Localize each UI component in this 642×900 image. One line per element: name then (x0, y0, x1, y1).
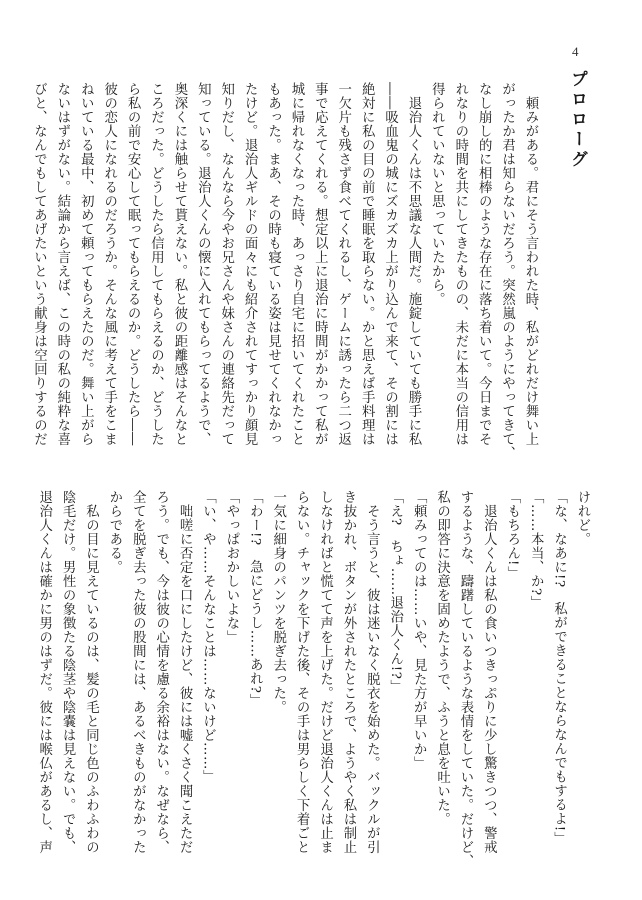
top-text-block (27, 82, 542, 460)
text-line: 「もちろん!」 (504, 490, 520, 580)
text-line: ろう。でも、今は彼の心情を慮る余裕はない。なぜなら、 (153, 490, 169, 854)
text-line: するような、躊躇しているような表情をしていた。だけど、 (457, 490, 473, 868)
text-line: 知っている。退治人くんの懐に入れてもらってるようで、 (195, 82, 211, 446)
text-line: がったか君は知らないだろう。突然嵐のようにやってきて、 (499, 82, 515, 460)
text-line: 咄嗟に否定を口にしたけど、彼には嘘くさく聞こえただ (177, 490, 193, 854)
text-line: らない。チャックを下げた後、その手は男らしく下着ごと (294, 490, 310, 854)
text-line: 退治人くんは私の食いつきっぷりに少し驚きつつ、警戒 (481, 490, 497, 854)
text-line: 「い、や……そんなことは……ないけど……」 (200, 490, 216, 784)
text-line: 彼の恋人になれるのだろうか。そんな風に考えて手をこま (101, 82, 117, 446)
text-line: 「頼みってのは……いや、見た方が早いか」 (411, 490, 427, 770)
text-line: びと、なんでもしてあげたいという献身は空回りするのだ (31, 82, 47, 446)
bottom-text-block (32, 490, 594, 868)
text-line: れなりの時間を共にしてきたものの、未だに本当の信用は (452, 82, 468, 446)
text-line: ころだった。どうしたら信用してもらえるのか、どうした (148, 82, 164, 446)
text-line: けれど。 (575, 490, 590, 546)
text-line: 退治人くんは確かに男のはずだ。彼には喉仏があるし、声 (36, 490, 52, 854)
text-line: なし崩し的に相棒のような存在に落ち着いて。今日までそ (476, 82, 492, 446)
text-line: もあった。まあ、その時も寝ている姿は見せてくれなかっ (265, 82, 281, 446)
text-line: ねいている最中、初めて頼ってもらえたのだ。舞い上がら (78, 82, 94, 446)
page-number: 4 (572, 44, 579, 59)
chapter-title: プロローグ (567, 70, 587, 170)
text-line: 「え? ちょ……退治人くん!?」 (387, 490, 403, 694)
text-line: 事で応えてくれる。想定以上に退治に時間がかかって私が (312, 82, 328, 446)
text-line: 絶対に私の目の前で睡眠を取らない。かと思えば手料理は (359, 82, 375, 446)
text-line: き抜かれ、ボタンが外されたところで、ようやく私は制止 (340, 490, 356, 854)
text-line: 「な、なあに!? 私ができることならなんでもするよ!」 (551, 490, 567, 846)
text-line: 知りだし、なんなら今やお兄さんや妹さんの連絡先だって (218, 82, 234, 446)
text-line: ――吸血鬼の城にズカズカ上がり込んで来て、その割には (382, 82, 398, 446)
text-line: ないはずがない。結論から言えば、この時の私の純粋な喜 (54, 82, 70, 446)
text-line: たけど。退治人ギルドの面々にも紹介されてすっかり顔見 (242, 82, 258, 446)
text-line: 奥深くには触らせて貰えない。私と彼の距離感はそんなと (171, 82, 187, 446)
text-line: 「……本当、か?」 (528, 490, 544, 610)
text-line: 私の目に見えているのは、髪の毛と同じ色のふわふわの (83, 490, 99, 854)
text-line: からである。 (106, 490, 122, 574)
text-line: 「やっぱおかしいよな」 (223, 490, 239, 644)
text-line: 「わー!? 急にどうし……あれ?」 (247, 490, 263, 708)
text-line: 一欠片も残さず食べてくれるし、ゲームに誘ったら二つ返 (335, 82, 351, 446)
text-line: ら私の前で安心して眠ってもらえるのか。どうしたら―― (125, 82, 141, 446)
text-line: 得られていないと思っていたから。 (429, 82, 445, 306)
text-line: 一気に細身のパンツを脱ぎ去った。 (270, 490, 286, 714)
text-line: しなければと慌てて声を上げた。だけど退治人くんは止ま (317, 490, 333, 854)
text-line: 全てを脱ぎ去った彼の股間には、あるべきものがなかった (130, 490, 146, 854)
text-line: 退治人くんは不思議な人間だ。施錠していても勝手に私 (405, 82, 421, 446)
text-line: 陰毛だけ。男性の象徴たる陰茎や陰嚢は見えない。でも、 (60, 490, 76, 854)
text-line: 頼みがある。君にそう言われた時、私がどれだけ舞い上 (523, 82, 538, 446)
text-line: 私の即答に決意を固めたようで、ふうと息を吐いた。 (434, 490, 450, 826)
text-line: 城に帰れなくなった時、あっさり自宅に招いてくれたこと (288, 82, 304, 446)
text-line: そう言うと、彼は迷いなく脱衣を始めた。バックルが引 (364, 490, 380, 854)
